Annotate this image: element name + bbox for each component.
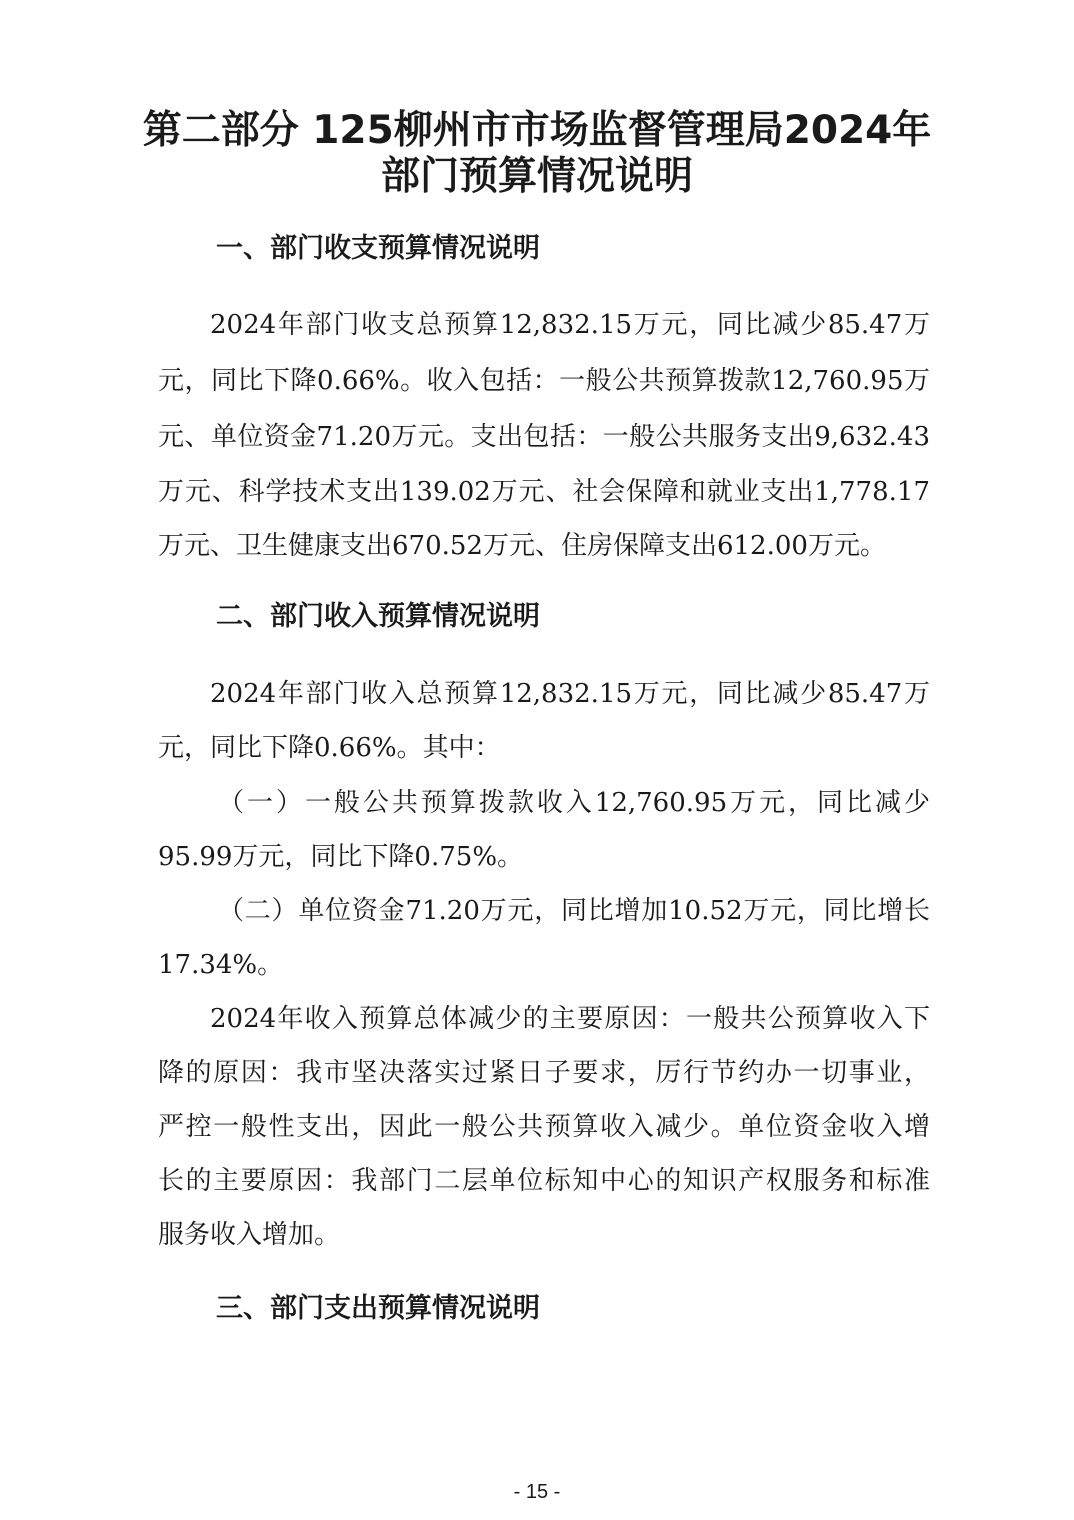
document-title-line-1: 第二部分 125柳州市市场监督管理局2024年 <box>142 108 932 153</box>
paragraph-line: 2024年部门收入总预算12,832.15万元，同比减少85.47万 <box>210 679 930 709</box>
paragraph-line: 严控一般性支出，因此一般公共预算收入减少。单位资金收入增 <box>158 1112 930 1142</box>
paragraph-line: 万元、卫生健康支出670.52万元、住房保障支出612.00万元。 <box>158 531 886 561</box>
document-title-line-2: 部门预算情况说明 <box>380 154 693 199</box>
paragraph-line: （二）单位资金71.20万元，同比增加10.52万元，同比增长 <box>218 896 930 926</box>
paragraph-line: 服务收入增加。 <box>158 1220 341 1250</box>
paragraph-line: 万元、科学技术支出139.02万元、社会保障和就业支出1,778.17 <box>158 477 930 507</box>
section-heading-expenditure: 三、部门支出预算情况说明 <box>216 1293 540 1324</box>
page-number: - 15 - <box>513 1481 561 1503</box>
paragraph-line: （一）一般公共预算拨款收入12,760.95万元，同比减少 <box>218 788 930 818</box>
paragraph-line: 17.34%。 <box>158 950 284 980</box>
paragraph-line: 降的原因：我市坚决落实过紧日子要求，厉行节约办一切事业， <box>158 1058 930 1088</box>
paragraph-line: 2024年部门收支总预算12,832.15万元，同比减少85.47万 <box>210 310 930 340</box>
paragraph-line: 元，同比下降0.66%。收入包括：一般公共预算拨款12,760.95万 <box>158 366 930 396</box>
paragraph-line: 长的主要原因：我部门二层单位标知中心的知识产权服务和标准 <box>158 1166 930 1196</box>
paragraph-line: 95.99万元，同比下降0.75%。 <box>158 842 524 872</box>
section-heading-income: 二、部门收入预算情况说明 <box>216 601 540 632</box>
paragraph-line: 元，同比下降0.66%。其中： <box>158 733 501 763</box>
section-heading-income-expenditure: 一、部门收支预算情况说明 <box>216 233 540 264</box>
paragraph-line: 2024年收入预算总体减少的主要原因：一般共公预算收入下 <box>210 1004 930 1034</box>
paragraph-line: 元、单位资金71.20万元。支出包括：一般公共服务支出9,632.43 <box>158 422 930 452</box>
